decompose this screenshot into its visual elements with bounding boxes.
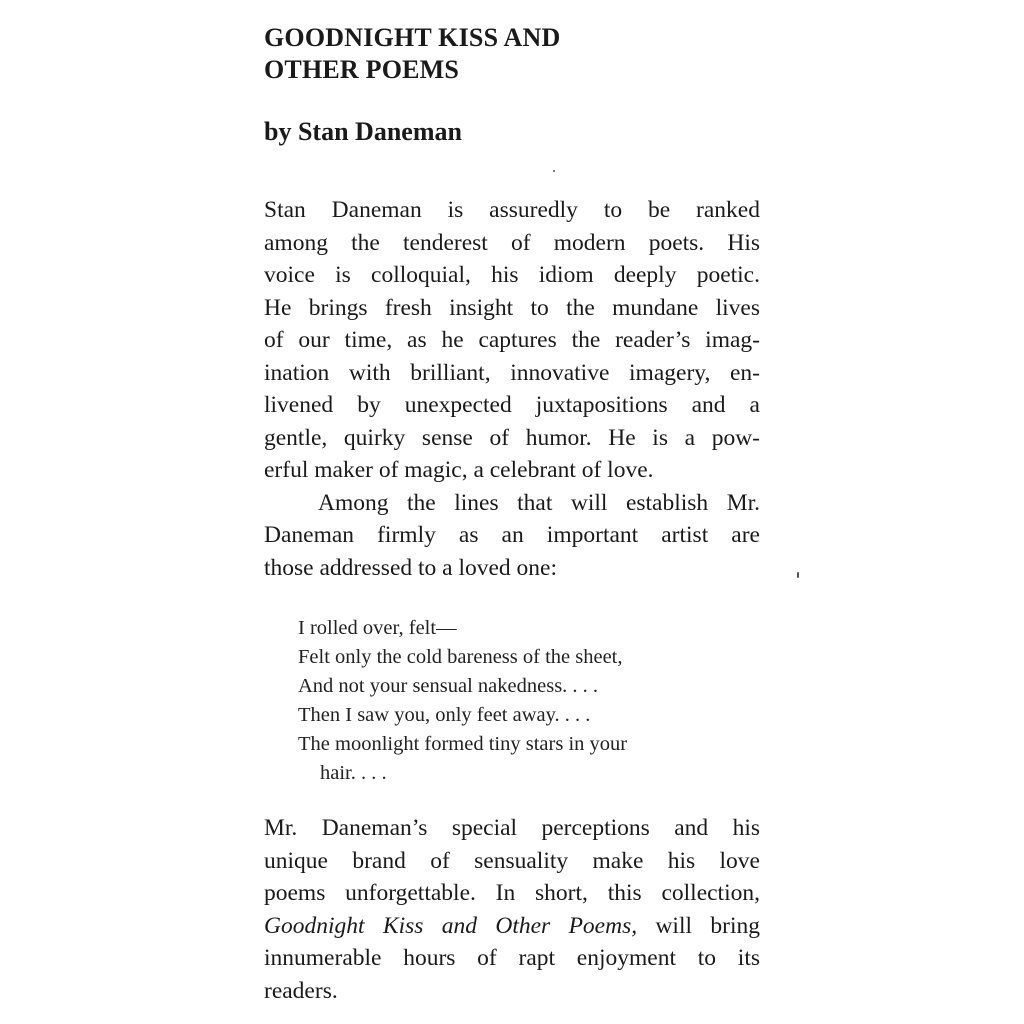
- scan-speck: [797, 572, 799, 578]
- poem-line: Felt only the cold bareness of the sheet,: [298, 646, 623, 668]
- p1-line: of our time, as he captures the reader’s imag-: [264, 327, 760, 353]
- book-title-italic: Goodnight Kiss and Other Poems,: [264, 912, 638, 939]
- p1-line: erful maker of magic, a celebrant of love.: [264, 457, 654, 483]
- poem-line: And not your sensual nakedness. . . .: [298, 675, 599, 697]
- poem-line: The moonlight formed tiny stars in your: [298, 733, 628, 755]
- review-body: [264, 194, 760, 1007]
- p1-line: livened by unexpected juxtapositions and a: [264, 392, 760, 418]
- paragraph-3: [264, 812, 760, 1007]
- p3-line: unique brand of sensuality make his love: [264, 847, 760, 874]
- p3-line: innumerable hours of rapt enjoyment to its: [264, 945, 760, 971]
- p2-line: Among the lines that will establish Mr.: [318, 489, 760, 516]
- p1-line: voice is colloquial, his idiom deeply poetic.: [264, 262, 760, 288]
- paragraph-2: [264, 487, 760, 585]
- review-page: [264, 22, 760, 1007]
- author-byline: by Stan Daneman: [264, 117, 462, 146]
- p1-line: gentle, quirky sense of humor. He is a pow-: [264, 424, 760, 451]
- poem-line: Then I saw you, only feet away. . . .: [298, 704, 591, 726]
- p1-line: He brings fresh insight to the mundane lives: [264, 294, 760, 321]
- book-title: [264, 22, 760, 86]
- poem-line: hair. . . .: [320, 762, 387, 784]
- scan-speck: [553, 170, 555, 172]
- title-line-2: OTHER POEMS: [264, 55, 460, 84]
- p1-line: ination with brilliant, innovative imagery, en-: [264, 359, 760, 386]
- paragraph-1: [264, 194, 760, 487]
- p3-line: readers.: [264, 977, 338, 1004]
- p3-line-tail: will bring: [637, 912, 760, 939]
- p1-line: Stan Daneman is assuredly to be ranked: [264, 197, 760, 223]
- poem-line: I rolled over, felt—: [298, 617, 457, 639]
- p1-line: among the tenderest of modern poets. His: [264, 229, 760, 256]
- p3-line-with-title: [264, 910, 760, 943]
- p2-line: those addressed to a loved one:: [264, 554, 558, 581]
- p2-line: Daneman firmly as an important artist are: [264, 522, 760, 548]
- p3-line: Mr. Daneman’s special perceptions and his: [264, 815, 760, 841]
- p3-line: poems unforgettable. In short, this collection,: [264, 880, 760, 906]
- poem-excerpt: [298, 614, 760, 788]
- title-line-1: GOODNIGHT KISS AND: [264, 23, 561, 52]
